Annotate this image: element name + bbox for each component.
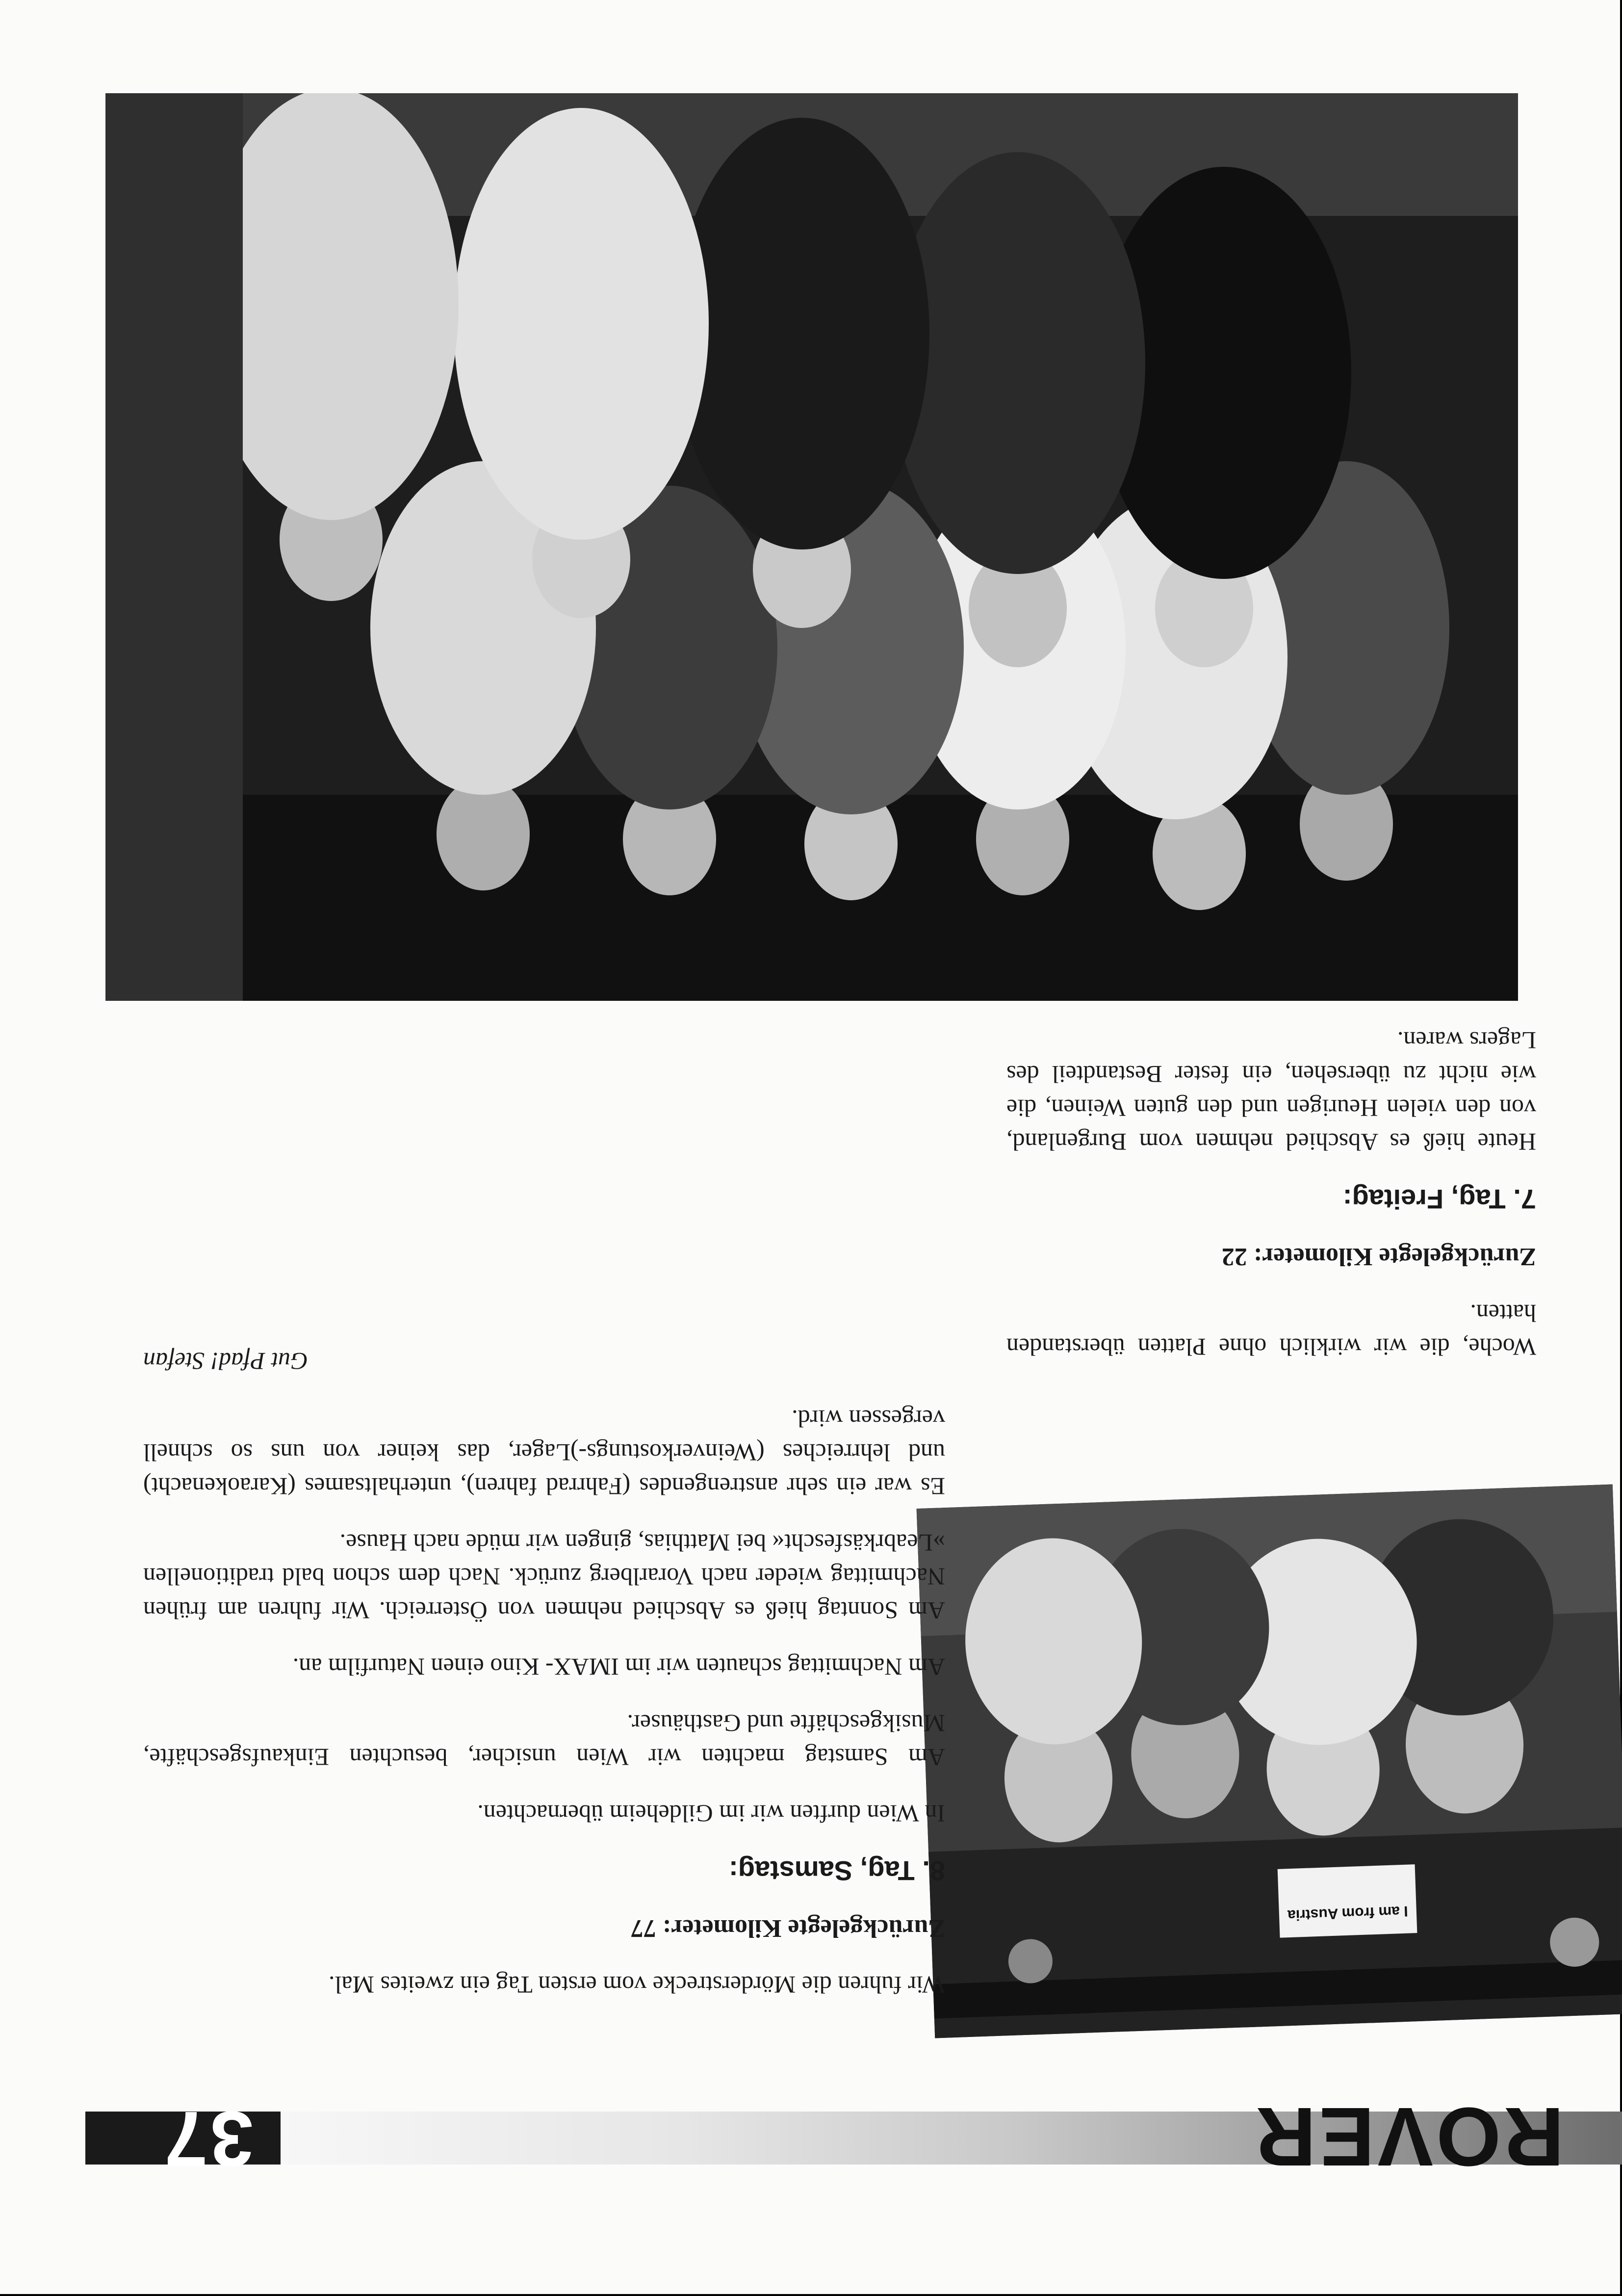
karaoke-photo-drawing [917,1485,1622,2038]
paragraph: Es war ein sehr anstrengendes (Fahrrad fahren), unterhaltsames (Karaokenacht) und lehrreiches (Weinverkostungs-)Lager, das keiner von uns so schnell vergessen wird. [143,1405,945,1500]
section-title: ROVER [1253,2090,1564,2183]
section-heading: 7. Tag, Freitag: [1342,1184,1536,1215]
scan-edge [0,2294,1622,2296]
paragraph: Wir fuhren die Mörderstrecke vom ersten Tag ein zweites Mal. [328,1971,945,1999]
paragraph: Am Nachmittag schauten wir im IMAX- Kino einen Naturfilm an. [292,1653,945,1681]
paragraph: Am Samstag machten wir Wien unsicher, besuchten Einkaufsgeschäfte, Musikgeschäfte und Gasthäuser. [143,1710,945,1771]
paragraph: Am Sonntag hieß es Abschied nehmen von Österreich. Wir fuhren am frühen Nachmittag wieder nach Vorarlberg zurück. Nach dem schon bald traditionellen »Leabrkäsfescht« bei Matthias, gingen wir müde nach Hause. [143,1529,945,1624]
karaoke-photo [917,1485,1622,2038]
section-heading: 8. Tag, Samstag: [729,1855,945,1886]
paragraph: In Wien durften wir im Gildeheim übernachten. [477,1800,945,1827]
page-number: 37 [162,2095,254,2183]
sign-text: I am from Austria [1287,1903,1409,1924]
distance-line: Zurückgelegte Kilometer: 77 [630,1914,945,1942]
distance-line: Zurückgelegte Kilometer: 22 [1221,1243,1536,1271]
paragraph: Woche, die wir wirklich ohne Platten überstanden hatten. [1006,1300,1536,1361]
article-column-left [143,1344,945,2002]
signature: Gut Pfad! Stefan [143,1348,309,1375]
paragraph: Heute hieß es Abschied nehmen vom Burgenland, von den vielen Heurigen und den guten Weinen, die wie nicht zu übersehen, ein fester Bestandteil des Lagers waren. [1006,1027,1536,1156]
group-photo [105,93,1518,1001]
article-column-right [1006,1023,1536,1364]
group-photo-drawing [105,93,1518,1001]
